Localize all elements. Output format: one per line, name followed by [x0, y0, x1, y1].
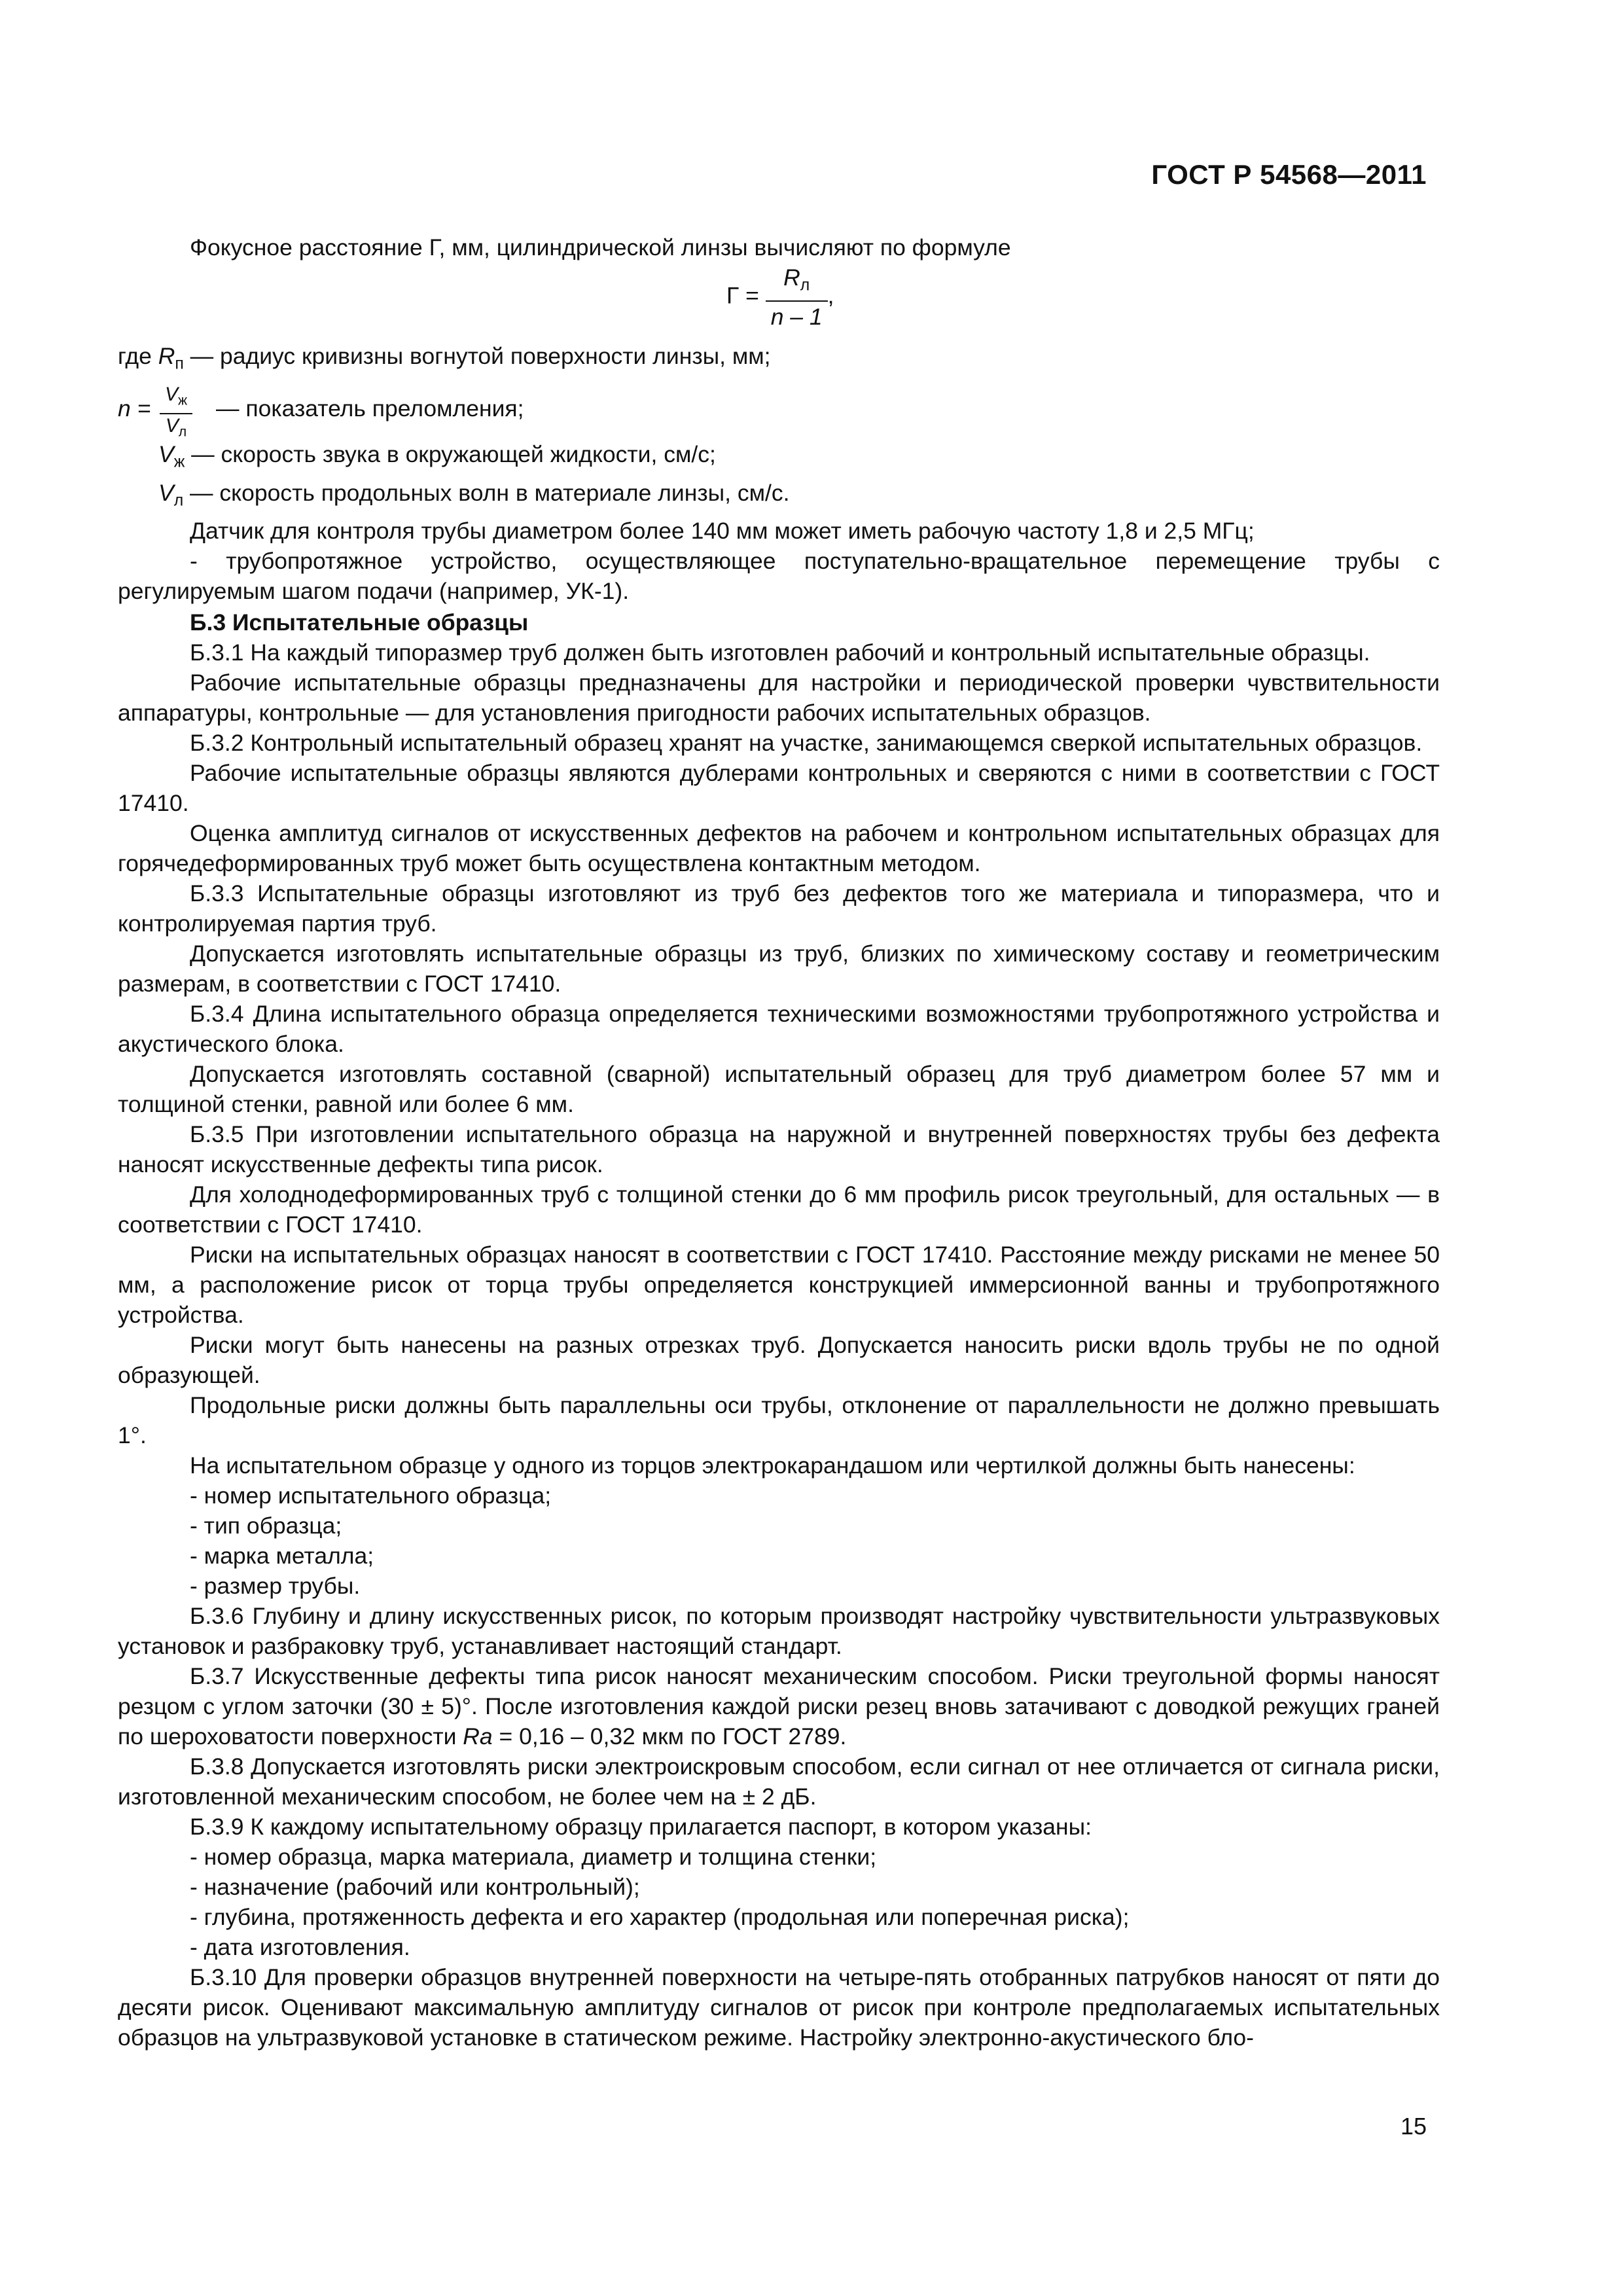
- paragraph-b36: Б.3.6 Глубину и длину искусственных рисок, по которым производят настройку чувствительности ультразвуковых установок и разбраковку труб, устанавливает настоящий стандарт.: [118, 1603, 1440, 1660]
- paragraph-b37-a: Б.3.7 Искусственные дефекты типа рисок наносят механическим способом. Риски треугольной формы наносят резцом с углом заточки (30 ± 5)°. После изготовления каждой риски резец вновь затачивают с доводкой режущих граней по шероховатости поверхности: [118, 1663, 1440, 1750]
- list-item: - марка металла;: [190, 1543, 374, 1570]
- paragraph-b37: [118, 1661, 1440, 1751]
- page-number: 15: [1400, 2113, 1427, 2140]
- list-item: - номер образца, марка материала, диаметр и толщина стенки;: [190, 1844, 877, 1871]
- paragraph-b39: Б.3.9 К каждому испытательному образцу прилагается паспорт, в котором указаны:: [190, 1814, 1092, 1840]
- paragraph-b38: Б.3.8 Допускается изготовлять риски электроискровым способом, если сигнал от нее отличается от сигнала риски, изготовленной механическим способом, не более чем на ± 2 дБ.: [118, 1753, 1440, 1810]
- def-vl-text: — скорость продольных волн в материале линзы, см/с.: [183, 479, 790, 506]
- focal-intro: Фокусное расстояние Г, мм, цилиндрической линзы вычисляют по формуле: [190, 234, 1011, 260]
- def-vzh: [118, 439, 1440, 477]
- paragraph-b31b: Рабочие испытательные образцы предназначены для настройки и периодической проверки чувствительности аппаратуры, контрольные — для установления пригодности рабочих испытательных образцов.: [118, 670, 1440, 726]
- paragraph-device: - трубопротяжное устройство, осуществляющее поступательно-вращательное перемещение трубы с регулируемым шагом подачи (например, УК-1).: [118, 548, 1440, 605]
- def-n-fraction: [160, 383, 192, 444]
- def-n-text: — показатель преломления;: [216, 395, 524, 422]
- def-rl: [118, 341, 1440, 379]
- paragraph-b35e: Продольные риски должны быть параллельны оси трубы, отклонение от параллельности не должно превышать 1°.: [118, 1392, 1440, 1449]
- paragraph-b35b: Для холоднодеформированных труб с толщиной стенки до 6 мм профиль рисок треугольный, для остальных — в соответствии с ГОСТ 17410.: [118, 1181, 1440, 1238]
- paragraph-b35: Б.3.5 При изготовлении испытательного образца на наружной и внутренней поверхностях трубы без дефекта наносят искусственные дефекты типа рисок.: [118, 1121, 1440, 1178]
- paragraph-b31: Б.3.1 На каждый типоразмер труб должен быть изготовлен рабочий и контрольный испытательные образцы.: [190, 639, 1370, 666]
- def-rl-var: R: [158, 343, 175, 369]
- paragraph-b32c: Оценка амплитуд сигналов от искусственных дефектов на рабочем и контрольном испытательных образцах для горячедеформированных труб может быть осуществлена контактным методом.: [118, 820, 1440, 877]
- def-n-lhs: n =: [118, 395, 151, 422]
- paragraph-b37-b: = 0,16 – 0,32 мкм по ГОСТ 2789.: [492, 1723, 847, 1750]
- paragraph-sensor: Датчик для контроля трубы диаметром более 140 мм может иметь рабочую частоту 1,8 и 2,5 МГц;: [190, 518, 1255, 545]
- focal-formula-expr: [726, 262, 834, 332]
- section-heading-b3: Б.3 Испытательные образцы: [190, 609, 529, 636]
- paragraph-b35f: На испытательном образце у одного из торцов электрокарандашом или чертилкой должны быть нанесены:: [190, 1452, 1355, 1479]
- paragraph-b33: Б.3.3 Испытательные образцы изготовляют из труб без дефектов того же материала и типоразмера, что и контролируемая партия труб.: [118, 880, 1440, 937]
- def-rl-text: — радиус кривизны вогнутой поверхности линзы, мм;: [183, 343, 771, 369]
- body-text: [118, 232, 1440, 2053]
- def-n-num-sub: ж: [178, 393, 188, 408]
- list-item: - дата изготовления.: [190, 1934, 410, 1961]
- focal-lhs: Г =: [726, 282, 759, 309]
- paragraph-b310: Б.3.10 Для проверки образцов внутренней поверхности на четыре-пять отобранных патрубков наносят от пяти до десяти рисок. Оценивают максимальную амплитуду сигналов от рисок при контроле предполагаемых испытательных образцов на ультразвуковой установке в статическом режиме. Настройку электронно-акустического бло-: [118, 1964, 1440, 2051]
- def-vl-sub: л: [173, 492, 184, 510]
- list-item: - тип образца;: [190, 1513, 342, 1539]
- document-code: ГОСТ Р 54568—2011: [1151, 159, 1427, 190]
- def-vzh-sub: ж: [173, 453, 185, 471]
- def-vzh-var: V: [158, 441, 174, 468]
- def-vl: [118, 478, 1440, 516]
- def-vl-var: V: [158, 479, 174, 506]
- paragraph-b34b: Допускается изготовлять составной (сварной) испытательный образец для труб диаметром более 57 мм и толщиной стенки, равной или более 6 мм.: [118, 1061, 1440, 1118]
- paragraph-b35c: Риски на испытательных образцах наносят в соответствии с ГОСТ 17410. Расстояние между рисками не менее 50 мм, а расположение рисок от торца трубы определяется конструкцией иммерсионной ванны и трубопротяжного устройства.: [118, 1242, 1440, 1329]
- def-n-num: V: [165, 384, 179, 406]
- focal-numerator-sub: л: [800, 276, 810, 295]
- paragraph-b37-ra: Ra: [463, 1723, 493, 1750]
- focal-tail: ,: [827, 282, 834, 309]
- def-vzh-text: — скорость звука в окружающей жидкости, см/с;: [185, 441, 716, 468]
- paragraph-b33b: Допускается изготовлять испытательные образцы из труб, близких по химическому составу и геометрическим размерам, в соответствии с ГОСТ 17410.: [118, 941, 1440, 997]
- paragraph-b32b: Рабочие испытательные образцы являются дублерами контрольных и сверяются с ними в соответствии с ГОСТ 17410.: [118, 760, 1440, 817]
- list-item: - назначение (рабочий или контрольный);: [190, 1874, 640, 1901]
- list-item: - глубина, протяженность дефекта и его характер (продольная или поперечная риска);: [190, 1904, 1130, 1931]
- paragraph-b35d: Риски могут быть нанесены на разных отрезках труб. Допускается наносить риски вдоль трубы не по одной образующей.: [118, 1332, 1440, 1389]
- def-rl-prefix: где: [118, 343, 158, 369]
- list-item: - номер испытательного образца;: [190, 1482, 552, 1509]
- list-item: - размер трубы.: [190, 1573, 361, 1600]
- paragraph-b32: Б.3.2 Контрольный испытательный образец хранят на участке, занимающемся сверкой испытательных образцов.: [190, 730, 1423, 757]
- focal-formula: [118, 262, 1440, 341]
- def-n-den-sub: л: [178, 424, 187, 440]
- def-rl-sub: п: [175, 355, 184, 373]
- focal-fraction: [766, 262, 828, 332]
- def-n-den: V: [165, 414, 179, 437]
- paragraph-b34: Б.3.4 Длина испытательного образца определяется техническими возможностями трубопротяжного устройства и акустического блока.: [118, 1001, 1440, 1058]
- focal-numerator: R: [783, 264, 800, 291]
- focal-denominator: n – 1: [766, 300, 828, 332]
- def-n: [118, 379, 1440, 439]
